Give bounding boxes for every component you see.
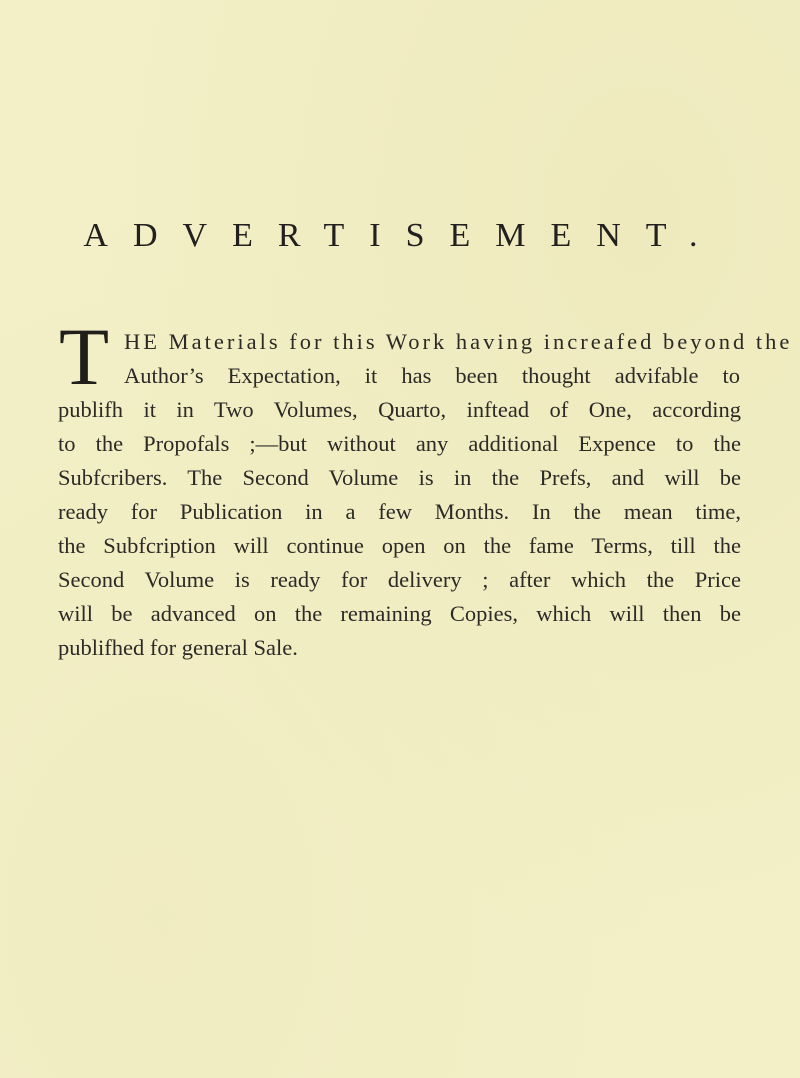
- text-line-5: Subfcribers. The Second Volume is in the Prefs, and will be: [58, 465, 741, 490]
- text-line-9: will be advanced on the remaining Copies, which will then be: [58, 601, 741, 626]
- text-line-3: publifh it in Two Volumes, Quarto, inftead of One, according: [58, 397, 741, 422]
- text-line-7: the Subfcription will continue open on the fame Terms, till the: [58, 533, 741, 558]
- text-line-1: HE Materials for this Work having increafed beyond the: [124, 329, 793, 354]
- page-heading: ADVERTISEMENT.: [83, 217, 723, 254]
- text-line-8: Second Volume is ready for delivery ; after which the Price: [58, 567, 741, 592]
- text-line-4: to the Propofals ;—but without any additional Expence to the: [58, 431, 741, 456]
- drop-cap: T: [59, 311, 110, 402]
- text-line-2: Author’s Expectation, it has been thought advifable to: [124, 363, 740, 388]
- text-line-6: ready for Publication in a few Months. In the mean time,: [58, 499, 741, 524]
- text-line-10: publifhed for general Sale.: [58, 635, 298, 660]
